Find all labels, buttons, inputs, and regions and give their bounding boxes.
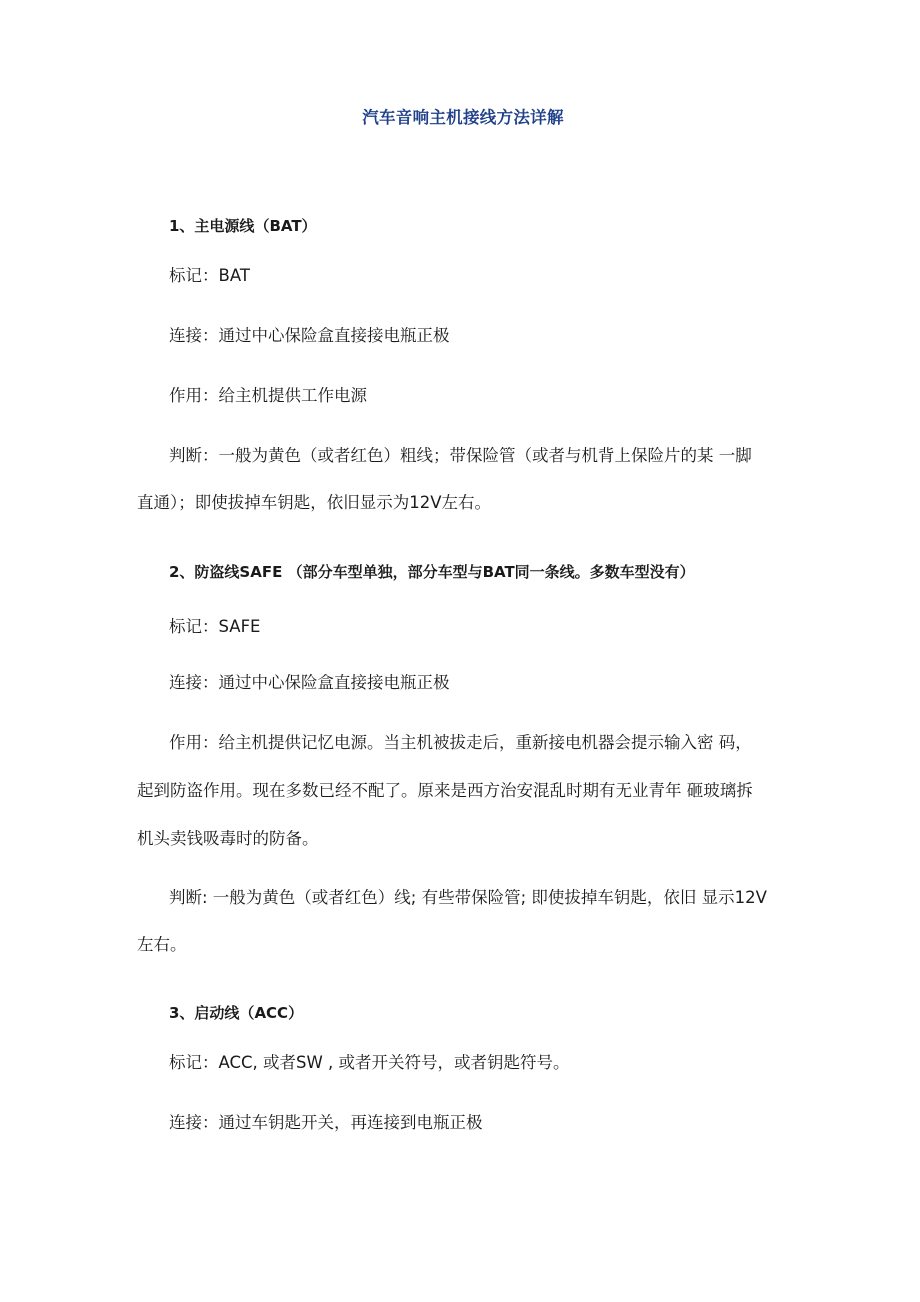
- paragraph-line: 判断: 一般为黄色（或者红色）线; 有些带保险管; 即使拔掉车钥匙，依旧 显示12V: [169, 888, 767, 907]
- section-heading: 2、防盗线SAFE （部分车型单独，部分车型与BAT同一条线。多数车型没有）: [169, 563, 695, 581]
- document-title: 汽车音响主机接线方法详解: [362, 108, 564, 127]
- paragraph-line: 标记：BAT: [169, 266, 250, 285]
- paragraph-line: 标记：ACC, 或者SW , 或者开关符号，或者钥匙符号。: [169, 1053, 570, 1072]
- paragraph-line: 作用：给主机提供记忆电源。当主机被拔走后，重新接电机器会提示输入密 码，: [169, 733, 752, 752]
- paragraph-line: 直通）；即使拔掉车钥匙，依旧显示为12V左右。: [137, 493, 492, 512]
- paragraph-line: 作用：给主机提供工作电源: [169, 386, 367, 405]
- paragraph-line: 左右。: [137, 935, 187, 954]
- paragraph-line: 起到防盗作用。现在多数已经不配了。原来是西方治安混乱时期有无业青年 砸玻璃拆: [137, 781, 753, 800]
- paragraph-line: 连接：通过中心保险盒直接接电瓶正极: [169, 673, 450, 692]
- section-heading: 1、主电源线（BAT）: [169, 217, 317, 235]
- paragraph-line: 标记：SAFE: [169, 617, 261, 636]
- paragraph-line: 机头卖钱吸毒时的防备。: [137, 829, 319, 848]
- section-heading: 3、启动线（ACC）: [169, 1004, 304, 1022]
- paragraph-line: 连接：通过中心保险盒直接接电瓶正极: [169, 326, 450, 345]
- paragraph-line: 连接：通过车钥匙开关，再连接到电瓶正极: [169, 1113, 483, 1132]
- paragraph-line: 判断：一般为黄色（或者红色）粗线；带保险管（或者与机背上保险片的某 一脚: [169, 446, 752, 465]
